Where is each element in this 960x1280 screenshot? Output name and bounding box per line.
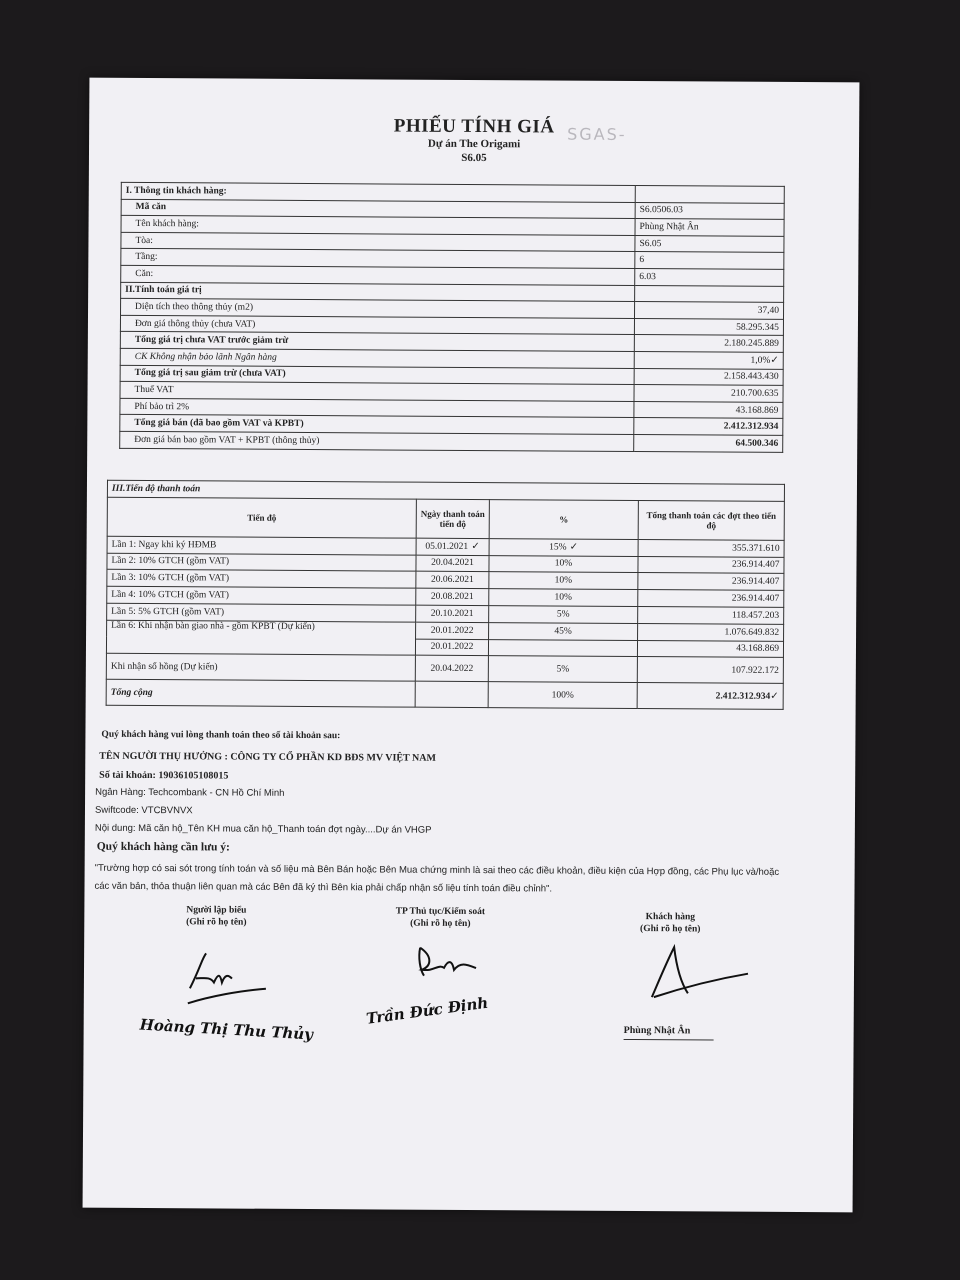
row-value: Phùng Nhật Ân [635, 219, 784, 237]
row-label: Căn: [121, 265, 635, 285]
notice-title: Quý khách hàng cần lưu ý: [96, 840, 230, 854]
row-label: Mã căn [121, 199, 635, 219]
section-pricing: II.Tính toán giá trị [121, 282, 635, 302]
row-label: Đơn giá bán bao gồm VAT + KPBT (thông thủy) [120, 431, 634, 451]
row-label: Tòa: [121, 232, 635, 252]
col-header-date: Ngày thanh toán tiến độ [416, 499, 489, 538]
row-value: S6.05 [635, 235, 784, 253]
total-row: Tổng cộng 100% 2.412.312.934✓ [106, 680, 783, 710]
check-mark-icon: ✓ [770, 355, 779, 367]
row-label: Phí bảo trì 2% [120, 398, 634, 418]
table-row: Lần 5: 5% GTCH (gồm VAT) 20.10.2021 5% 118.457.203 [107, 603, 784, 624]
row-value: 1,0% [750, 355, 771, 367]
check-mark-icon: ✓ [566, 541, 579, 553]
notice-text: "Trường hợp có sai sót trong tính toán và số liệu mà Bên Bán hoặc Bên Mua chứng minh là sai theo các điều khoản, điều kiện của Hợp đồng, các Phụ lục và/hoặc các văn bản, thỏa thuận liên quan mà các Bên đã ký thì Bên kia phải chấp nhận số liệu tính toán điều chỉnh". [94, 862, 780, 895]
row-label: Tổng giá trị chưa VAT trước giảm trừ [120, 332, 634, 352]
swift-code: Swiftcode: VTCBVNVX [94, 804, 193, 817]
row-label: Đơn giá thông thủy (chưa VAT) [120, 315, 634, 335]
col-header-stage: Tiến độ [107, 497, 416, 538]
row-value: 2.412.312.934 [634, 418, 783, 436]
preparer-heading: Người lập biểu (Ghi rõ họ tên) [186, 905, 247, 928]
check-mark-icon: ✓ [468, 541, 480, 553]
row-value: S6.0506.03 [635, 202, 784, 220]
pencil-note: SGAS- [567, 124, 627, 144]
account-number: Số tài khoản: 19036105108015 [99, 769, 229, 782]
row-value: 6 [635, 252, 784, 270]
project-name: Dự án The Origami [427, 137, 521, 151]
table-row: 20.01.2022 43.168.869 [106, 637, 783, 658]
section-schedule: III.Tiến độ thanh toán [107, 480, 784, 501]
row-value: 6.03 [635, 268, 784, 286]
document-title: PHIẾU TÍNH GIÁ [393, 115, 555, 138]
customer-pricing-table [119, 182, 785, 453]
price-quote-sheet [83, 78, 860, 1213]
row-label: Tổng giá bán (đã bao gồm VAT và KPBT) [120, 415, 634, 435]
col-header-percent: % [489, 499, 638, 539]
row-value: 37,40 [634, 302, 783, 320]
row-value: 58.295.345 [634, 318, 783, 336]
col-header-amount: Tổng thanh toán các đợt theo tiến độ [638, 500, 784, 540]
row-value: 64.500.346 [634, 434, 783, 452]
payment-schedule-table [106, 480, 785, 711]
table-row: Khi nhận sổ hồng (Dự kiến) 20.04.2022 5% 107.922.172 [106, 654, 783, 684]
signature-line [624, 1039, 714, 1041]
customer-signature-mark [644, 943, 754, 1004]
row-label: CK Không nhận bảo lãnh Ngân hàng [120, 348, 634, 368]
row-label: Diện tích theo thông thủy (m2) [121, 299, 635, 319]
row-label: Tổng giá trị sau giảm trừ (chưa VAT) [120, 365, 634, 385]
section-customer-info: I. Thông tin khách hàng: [121, 182, 635, 202]
row-label: Tên khách hàng: [121, 216, 635, 236]
row-value: 210.700.635 [634, 385, 783, 403]
building-code: S6.05 [461, 151, 487, 165]
row-label: Tầng: [121, 249, 635, 269]
preparer-signature-mark [170, 948, 270, 1009]
controller-heading: TP Thủ tục/Kiểm soát (Ghi rõ họ tên) [395, 906, 486, 930]
row-value: 43.168.869 [634, 401, 783, 419]
row-value: 2.158.443.430 [634, 368, 783, 386]
payment-intro: Quý khách hàng vui lòng thanh toán theo số tài khoản sau: [101, 729, 341, 742]
beneficiary: TÊN NGƯỜI THỤ HƯỞNG : CÔNG TY CỔ PHẦN KD BĐS MV VIỆT NAM [99, 750, 436, 764]
row-label: Thuế VAT [120, 381, 634, 401]
check-mark-icon: ✓ [770, 691, 779, 703]
bank-name: Ngân Hàng: Techcombank - CN Hồ Chí Minh [95, 786, 285, 799]
table-row: Lần 4: 10% GTCH (gồm VAT) 20.08.2021 10% 236.914.407 [107, 586, 784, 607]
preparer-signature-name: Hoàng Thị Thu Thủy [139, 1015, 314, 1044]
table-row: Lần 2: 10% GTCH (gồm VAT) 20.04.2021 10% 236.914.407 [107, 553, 784, 574]
table-row: Lần 3: 10% GTCH (gồm VAT) 20.06.2021 10% 236.914.407 [107, 570, 784, 591]
customer-heading: Khách hàng (Ghi rõ họ tên) [640, 912, 701, 935]
controller-signature-mark [414, 942, 484, 982]
customer-signature-name: Phùng Nhật Ân [623, 1024, 691, 1037]
row-value: 2.180.245.889 [634, 335, 783, 353]
transfer-content: Nội dung: Mã căn hộ_Tên KH mua căn hộ_Thanh toán đợt ngày....Dự án VHGP [94, 822, 432, 836]
controller-signature-name: Trần Đức Định [365, 993, 490, 1028]
table-row: Lần 6: Khi nhận bàn giao nhà - gồm KPBT (Dự kiến) 20.01.2022 45% 1.076.649.832 [107, 620, 784, 641]
table-row: Lần 1: Ngay khi ký HĐMB 05.01.2021 ✓ 15% ✓ 355.371.610 [107, 536, 784, 557]
